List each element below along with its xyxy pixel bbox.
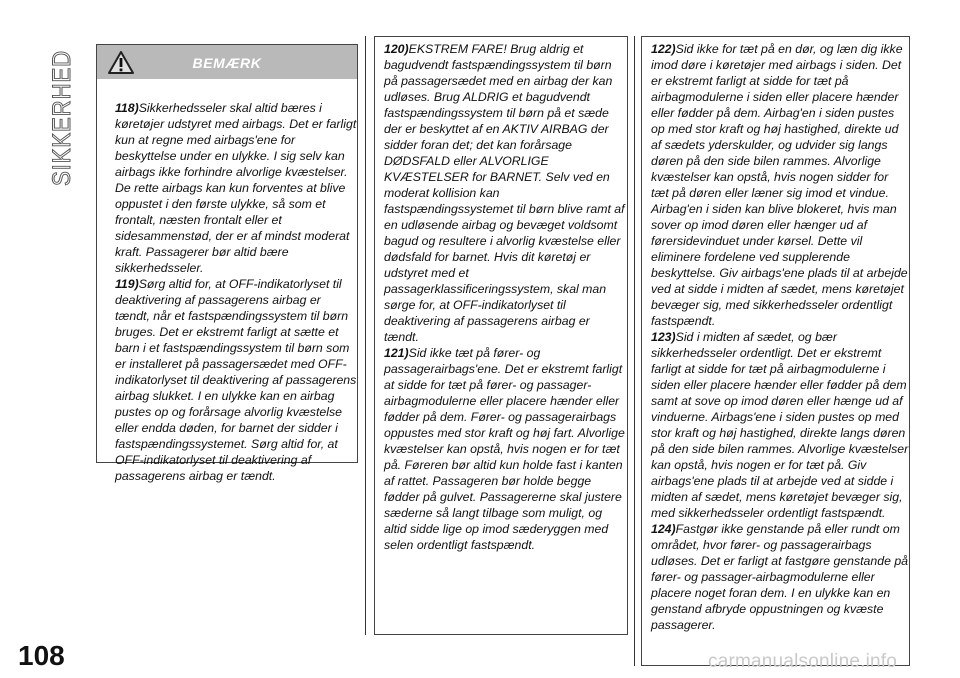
column-divider-2 xyxy=(634,36,635,666)
notice-item xyxy=(384,345,626,553)
notice-box xyxy=(96,44,358,483)
section-title xyxy=(20,26,90,206)
column-divider-1 xyxy=(365,36,366,635)
warning-box-3 xyxy=(641,36,910,666)
item-number: 123) xyxy=(651,330,676,344)
item-number: 122) xyxy=(651,42,676,56)
notice-item xyxy=(651,329,909,521)
warning-box-2 xyxy=(374,36,628,635)
warning-text-3 xyxy=(651,41,909,633)
page-number: 108 xyxy=(18,640,65,671)
notice-item xyxy=(384,41,626,345)
notice-item xyxy=(115,100,357,276)
watermark: carmanualsonline.info xyxy=(708,651,898,672)
notice-item xyxy=(651,521,909,633)
item-number: 120) xyxy=(384,42,409,56)
item-number: 121) xyxy=(384,346,409,360)
item-text: Sid i midten af sædet, og bær sikkerhedsseler ordentligt. Det er ekstremt farligt at sidde for tæt på airbagmodulerne i siden eller placere hænder eller fødder på dem samt at sove op imod døren eller hænge ud af vinduerne. Airbags'ene i siden pustes op med stor kraft og høj hastighed, direkte langs døren på den side bilen rammes. Alvorlige kvæstelser kan opstå, hvis nogen er for tæt på. Giv airbags'ene plads til at arbejde ved at sidde i midten af sædet, mens køretøjet bevæger sig, med sikkerhedsseler ordentligt fastspændt. xyxy=(651,330,909,520)
item-text: EKSTREM FARE! Brug aldrig et bagudvendt fastspændingssystem til børn på passagersædet med en airbag der kan udløses. Brug ALDRIG et bagudvendt fastspændingssystem til børn på et sæde der er beskyttet af en AKTIV AIRBAG der sidder foran det; det kan forårsage DØDSFALD eller ALVORLIGE KVÆSTELSER for BARNET. Selv ved en moderat kollision kan fastspændingssystemet til børn blive ramt af en udløsende airbag og bevæget voldsomt bagud og resultere i alvorlig kvæstelse eller dødsfald for barnet. Hvis dit køretøj er udstyret med et passagerklassificeringssystem, skal man sørge for, at OFF-indikatorlyset til deaktivering af passagerens airbag er tændt. xyxy=(384,42,625,344)
item-number: 124) xyxy=(651,522,676,536)
item-text: Sørg altid for, at OFF-indikatorlyset til deaktivering af passagerens airbag er tændt, når et fastspændingssystem til børn bruges. Det er ekstremt farligt at sætte et barn i et fastspændingssystem til børn som er installeret på passagersædet med OFF-indikatorlyset til deaktivering af passagerens airbag slukket. I en ulykke kan en airbag pustes op og forårsage alvorlig kvæstelse eller endda døden, for barnet der sidder i fastspændingssystemet. Sørg altid for, at OFF-indikatorlyset til deaktivering af passagerens airbag er tændt. xyxy=(115,277,357,483)
warning-text-2 xyxy=(384,41,626,553)
svg-text:SIKKERHED: SIKKERHED xyxy=(48,32,76,186)
item-text: Fastgør ikke genstande på eller rundt om området, hvor fører- og passagerairbags udløses. Det er farligt at fastgøre genstande på fører- og passager-airbagmodulerne eller placere noget foran dem. I en ulykke kan en genstand afbryde oppustningen og kvæste passagerer. xyxy=(651,522,909,632)
notice-title: BEMÆRK xyxy=(192,55,262,71)
item-text: Sid ikke tæt på fører- og passagerairbags'ene. Det er ekstremt farligt at sidde for tæt på fører- og passager-airbagmodulerne eller placere hænder eller fødder på dem. Fører- og passagerairbags oppustes med stor kraft og høj fart. Alvorlige kvæstelser kan opstå, hvis nogen er for tæt på. Føreren bør altid kun holde fast i kanten af rattet. Passageren bør holde begge fødder på gulvet. Passagererne skal justere sæderne så langt tilbage som muligt, og altid sidde lige op imod sæderyggen med selen ordentligt fastspændt. xyxy=(384,346,625,552)
item-text: Sikkerhedsseler skal altid bæres i køretøjer udstyret med airbags. Det er farligt kun at regne med airbags'ene for beskyttelse under en ulykke. I sig selv kan airbags ikke forhindre alvorlige kvæstelser. De rette airbags kan kun forventes at blive oppustet i den første ulykke, så som et frontalt, næsten frontalt eller et sidesammenstød, der er af mindst moderat kraft. Passagerer bør altid bære sikkerhedsseler. xyxy=(115,101,357,275)
notice-item xyxy=(115,276,357,484)
notice-text xyxy=(115,100,357,484)
notice-item xyxy=(651,41,909,329)
notice-header xyxy=(97,45,357,79)
item-number: 119) xyxy=(115,277,139,291)
item-number: 118) xyxy=(115,101,139,115)
item-text: Sid ikke for tæt på en dør, og læn dig ikke imod døre i køretøjer med airbags i siden. Det er ekstremt farligt at sidde for tæt på airbagmodulerne i siden eller placere hænder eller fødder på dem. Airbag'en i siden pustes op med stor kraft og høj hastighed, direkte ud af sædets yderskulder, og udvider sig langs døren på den side bilen rammes. Alvorlige kvæstelser kan opstå, hvis nogen sidder for tæt på døren eller læner sig imod et vindue. Airbag'en i siden kan blive blokeret, hvis man sover op imod døren eller hænger ud af førersidevinduet under kørsel. Dette vil eliminere fordelene ved supplerende beskyttelse. Giv airbags'ene plads til at arbejde ved at sidde i midten af sædet, mens køretøjet bevæger sig, med sikkerhedsseler ordentligt fastspændt. xyxy=(651,42,908,328)
